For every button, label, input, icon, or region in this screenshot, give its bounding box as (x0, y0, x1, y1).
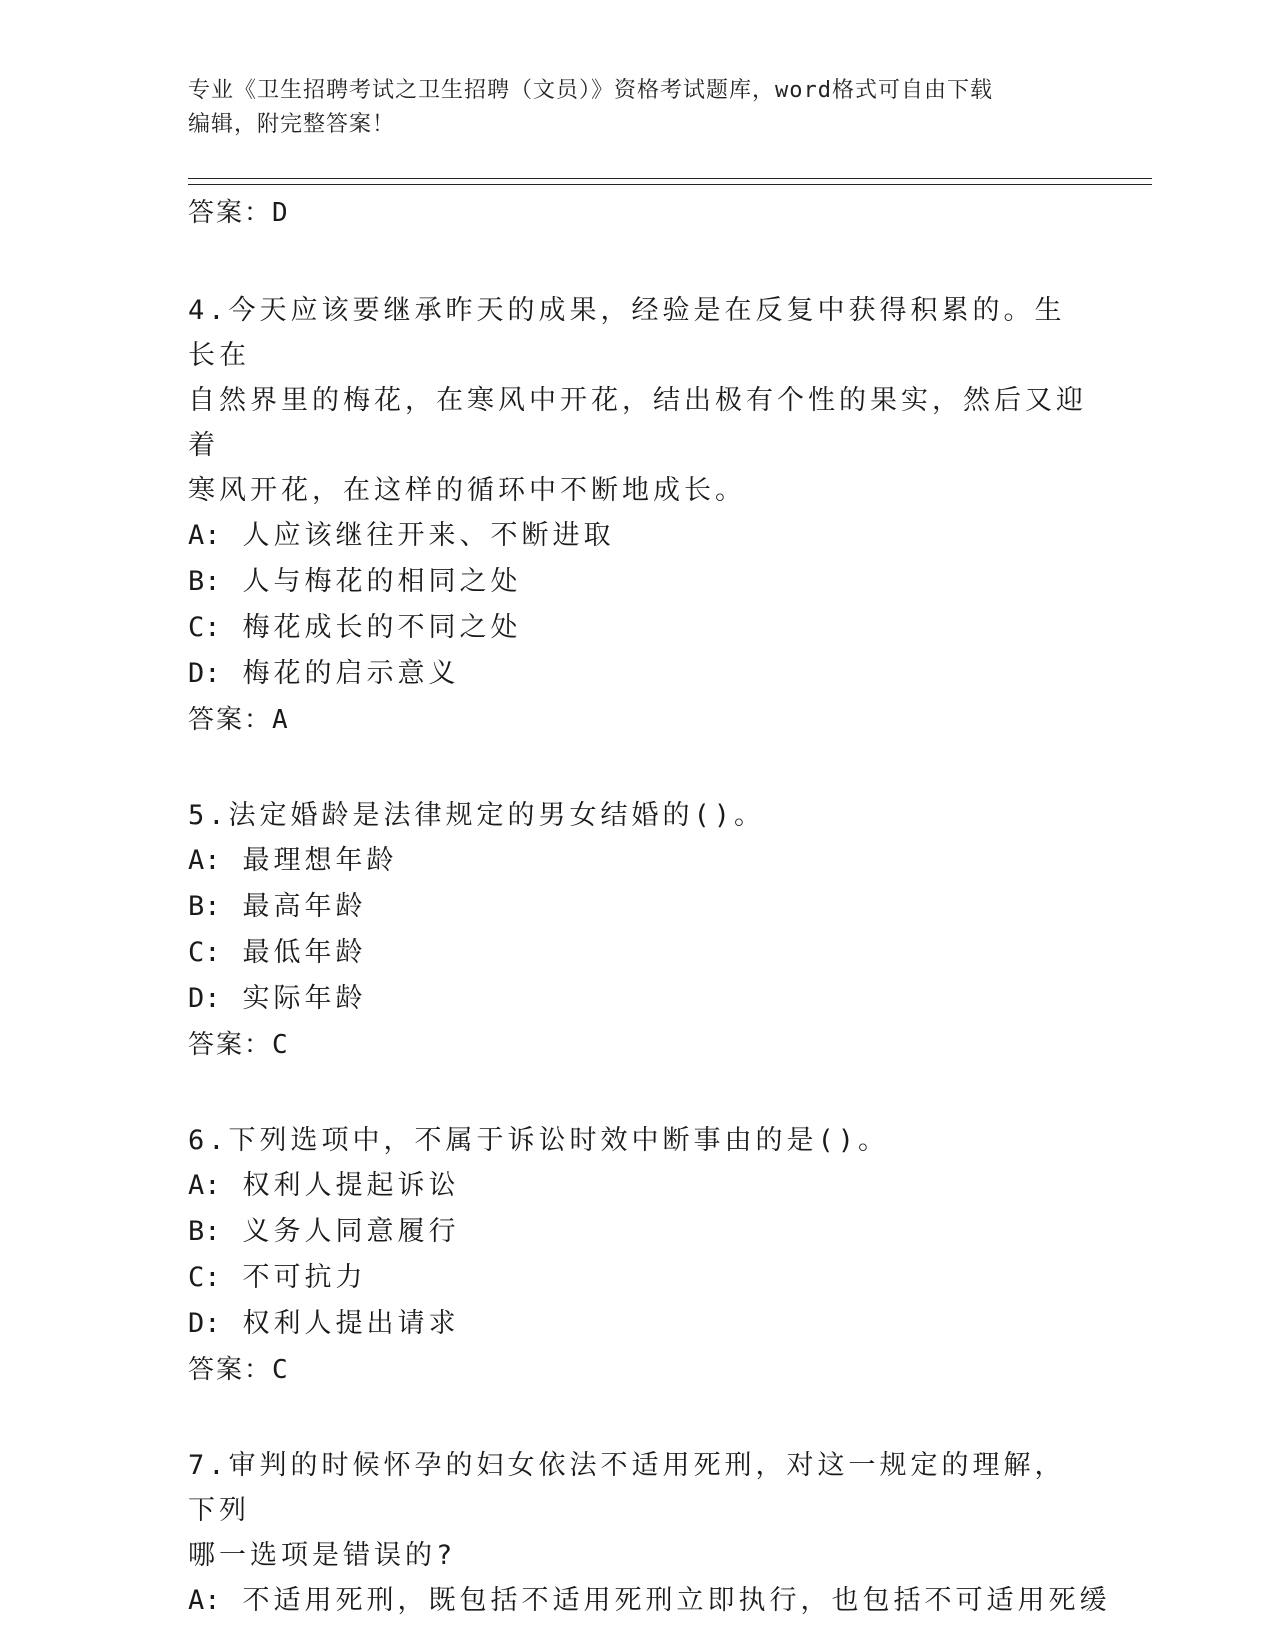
option-a (188, 838, 1088, 884)
question-stem (188, 1118, 1088, 1163)
question-list (188, 190, 1111, 1624)
header-rule-bottom (188, 184, 1152, 185)
option-text: 权利人提起诉讼 (242, 1170, 460, 1201)
answer-line (188, 1022, 1088, 1068)
question-number: 7. (188, 1450, 229, 1481)
option-d (188, 976, 1088, 1022)
option-text: 不可抗力 (242, 1262, 367, 1293)
option-letter: A: (188, 1170, 221, 1201)
option-letter: B: (188, 1216, 221, 1247)
option-a (188, 1163, 1088, 1209)
question-stem (188, 1443, 1088, 1533)
answer-label: 答案： (188, 705, 273, 735)
option-letter: A: (188, 1585, 221, 1616)
option-c (188, 605, 1088, 651)
question-stem (188, 288, 1088, 378)
question-stem-line: 法定婚龄是法律规定的男女结婚的()。 (228, 800, 766, 831)
option-text: 人应该继往开来、不断进取 (242, 520, 615, 551)
option-text: 人与梅花的相同之处 (242, 566, 522, 597)
question-6 (188, 1118, 1088, 1393)
option-text: 梅花的启示意义 (242, 658, 460, 689)
question-5 (188, 793, 1088, 1068)
question-stem-line: 今天应该要继承昨天的成果，经验是在反复中获得积累的。生长在 (188, 295, 1066, 371)
option-letter: B: (188, 566, 221, 597)
option-b (188, 884, 1088, 930)
question-stem (188, 793, 1088, 838)
answer-label: 答案： (188, 198, 273, 228)
answer-value: C (272, 1355, 289, 1385)
question-stem-line: 哪一选项是错误的? (188, 1540, 457, 1571)
answer-value: D (272, 198, 289, 228)
answer-line (188, 1347, 1088, 1393)
question-4 (188, 288, 1088, 743)
option-letter: D: (188, 983, 221, 1014)
option-c (188, 1255, 1088, 1301)
option-b (188, 1209, 1088, 1255)
header-line-1: 专业《卫生招聘考试之卫生招聘（文员）》资格考试题库，word格式可自由下载 (188, 78, 993, 103)
option-text: 实际年龄 (242, 983, 367, 1014)
option-text: 最理想年龄 (242, 845, 398, 876)
answer-line (188, 697, 1088, 743)
option-text: 不适用死刑，既包括不适用死刑立即执行，也包括不可适用死缓 (242, 1585, 1111, 1616)
option-text: 最低年龄 (242, 937, 367, 968)
answer-value: C (272, 1030, 289, 1060)
option-a (188, 1578, 1111, 1624)
option-letter: A: (188, 845, 221, 876)
option-letter: C: (188, 1262, 221, 1293)
answer-value: A (272, 705, 289, 735)
question-7 (188, 1443, 1111, 1624)
question-stem-line: 审判的时候怀孕的妇女依法不适用死刑，对这一规定的理解，下列 (188, 1450, 1066, 1526)
option-text: 最高年龄 (242, 891, 367, 922)
question-stem-line: 寒风开花，在这样的循环中不断地成长。 (188, 475, 746, 506)
option-d (188, 1301, 1088, 1347)
option-a (188, 513, 1088, 559)
option-b (188, 559, 1088, 605)
header-line-2: 编辑，附完整答案！ (188, 112, 396, 137)
document-header (188, 74, 1088, 142)
question-number: 6. (188, 1125, 229, 1156)
answer-label: 答案： (188, 1355, 273, 1385)
answer-label: 答案： (188, 1030, 273, 1060)
question-number: 5. (188, 800, 229, 831)
option-letter: D: (188, 1308, 221, 1339)
option-d (188, 651, 1088, 697)
question-stem-line: 下列选项中，不属于诉讼时效中断事由的是()。 (228, 1125, 890, 1156)
option-letter: C: (188, 937, 221, 968)
option-letter: B: (188, 891, 221, 922)
option-text: 权利人提出请求 (242, 1308, 460, 1339)
header-rule-top (188, 178, 1152, 179)
question-stem-line: 自然界里的梅花，在寒风中开花，结出极有个性的果实，然后又迎着 (188, 385, 1087, 461)
option-letter: A: (188, 520, 221, 551)
option-text: 梅花成长的不同之处 (242, 612, 522, 643)
option-letter: D: (188, 658, 221, 689)
answer-line (188, 190, 1088, 236)
option-letter: C: (188, 612, 221, 643)
option-c (188, 930, 1088, 976)
option-text: 义务人同意履行 (242, 1216, 460, 1247)
question-number: 4. (188, 295, 229, 326)
